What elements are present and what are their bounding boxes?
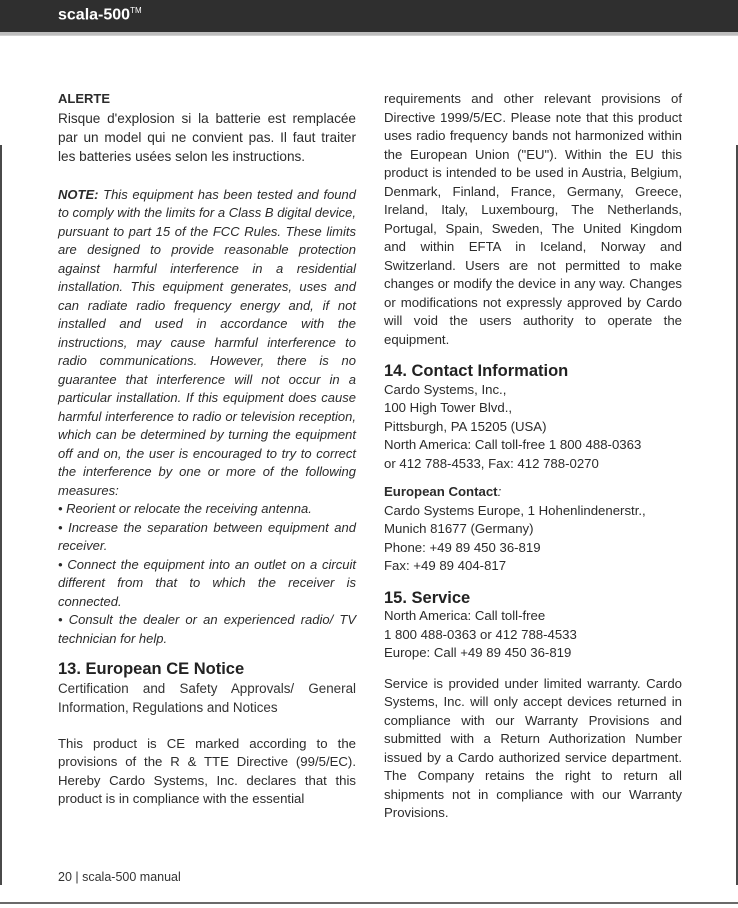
contact-line: 100 High Tower Blvd., — [384, 400, 513, 415]
bullet-item: • Connect the equipment into an outlet on a circuit different from that to which the receiver is connected. — [58, 556, 356, 609]
alert-body: Risque d'explosion si la batterie est remplacée par un model qui ne convient pas. Il faut traiter les batteries usées selon les instructions. — [58, 110, 356, 164]
left-margin-bar — [0, 145, 2, 885]
ce-subheading: Certification and Safety Approvals/ General Information, Regulations and Notices — [58, 680, 356, 715]
service-contacts — [384, 607, 682, 663]
brand-name: scala-500 — [58, 6, 131, 24]
left-column — [58, 90, 356, 809]
bottom-divider — [0, 902, 738, 904]
page-footer — [58, 870, 181, 884]
ce-body-continued: requirements and other relevant provisions of Directive 1999/5/EC. Please note that this product uses radio frequency bands not harmonized within the European Union ("EU"). Within the EU this product is intended to be used in Austria, Belgium, Denmark, Finland, France, Germany, Greece, Ireland, Italy, Luxembourg, The Netherlands, Portugal, Spain, Sweden, The United Kingdom and within EFTA in Iceland, Norway and Switzerland. Users are not permitted to make changes or modify the device in any way. Changes or modifications not expressly approved by Cardo will void the users authority to operate the equipment. — [384, 91, 682, 347]
contact-line: Munich 81677 (Germany) — [384, 521, 534, 536]
contact-line: North America: Call toll-free 1 800 488-0363 — [384, 437, 642, 452]
contact-line: Phone: +49 89 450 36-819 — [384, 539, 541, 555]
right-column — [384, 90, 682, 823]
bullet-item: • Consult the dealer or an experienced radio/ TV technician for help. — [58, 612, 356, 646]
contact-heading: 14. Contact Information — [384, 362, 569, 380]
contact-line: Fax: +49 89 404-817 — [384, 558, 507, 573]
note-body: This equipment has been tested and found to comply with the limits for a Class B digital device, pursuant to part 15 of the FCC Rules. These limits are designed to provide reasonable protection against harmful interference in a residential installation. This equipment generates, uses and can radiate radio frequency energy and, if not installed and used in accordance with the instructions, may cause harmful interference to radio communications. However, there is no guarantee that interference will not occur in a particular installation. If this equipment does cause harmful interference to radio or television reception, which can be determined by turning the equipment off and on, the user is encouraged to try to correct the interference by one or more of the following measures: — [58, 186, 356, 498]
contact-line: or 412 788-4533, Fax: 412 788-0270 — [384, 455, 599, 471]
note-label: NOTE: — [58, 186, 99, 202]
contact-line: North America: Call toll-free — [384, 608, 546, 623]
european-contact-address — [384, 502, 682, 576]
header-bar — [0, 0, 738, 35]
alert-title: ALERTE — [58, 91, 110, 106]
brand-title — [58, 6, 142, 24]
european-contact-label — [384, 483, 682, 502]
header-divider — [0, 35, 738, 36]
contact-line: Cardo Systems, Inc., — [384, 381, 507, 397]
contact-line: 1 800 488-0363 or 412 788-4533 — [384, 626, 577, 642]
page-number: 20 — [58, 870, 72, 884]
bullet-item: • Increase the separation between equipment and receiver. — [58, 519, 356, 553]
eu-label-text: European Contact — [384, 484, 498, 499]
footer-separator: | — [71, 870, 83, 884]
contact-line: Cardo Systems Europe, 1 Hohenlindenerstr., — [384, 502, 646, 518]
manual-name: scala-500 manual — [82, 870, 181, 884]
trademark-mark: TM — [130, 6, 142, 15]
contact-line: Pittsburgh, PA 15205 (USA) — [384, 418, 547, 434]
service-heading: 15. Service — [384, 588, 471, 607]
ce-body: This product is CE marked according to the provisions of the R & TTE Directive (99/5/EC). Hereby Cardo Systems, Inc. declares that this product is in compliance with the essential — [58, 735, 356, 806]
contact-line: Europe: Call +49 89 450 36-819 — [384, 645, 572, 660]
fcc-note — [58, 186, 356, 501]
contact-address — [384, 381, 682, 474]
service-body: Service is provided under limited warranty. Cardo Systems, Inc. will only accept devices returned in compliance with our Warranty Provisions and submitted with a Return Authorization Number issued by a Cardo authorized service department. The Company retains the right to return all shipments not in compliance with our Warranty Provisions. — [384, 675, 682, 820]
bullet-item: • Reorient or relocate the receiving antenna. — [58, 501, 312, 516]
ce-notice-heading: 13. European CE Notice — [58, 660, 245, 678]
eu-label-colon: : — [497, 484, 502, 499]
